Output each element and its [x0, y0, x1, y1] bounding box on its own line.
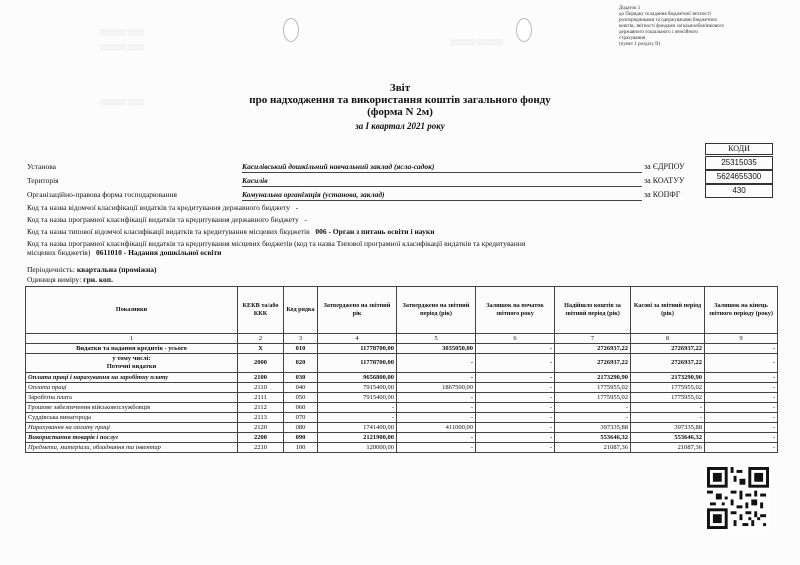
row-cell: - — [318, 413, 397, 423]
report-title — [0, 82, 800, 118]
unit-label: Одиниця виміру: — [27, 275, 82, 284]
title-line-3: (форма N 2м) — [367, 106, 433, 118]
table-row — [26, 373, 778, 383]
row-cell: 2726937,22 — [555, 354, 631, 373]
row-cell: 2726937,22 — [631, 354, 705, 373]
row-kekv: 2100 — [238, 373, 284, 383]
koatuu-code: 5624655300 — [705, 170, 773, 184]
row-cell: - — [705, 383, 778, 393]
show-through-text: ▒▒▒▒▒▒ ▒▒▒▒ — [100, 45, 145, 51]
row-cell: - — [476, 344, 555, 354]
row-code: 050 — [284, 393, 318, 403]
legal-form-value: Комунальна організація (установа, заклад) — [242, 190, 385, 199]
column-number: 4 — [318, 334, 397, 344]
note-line: розпорядниками та одержувачами бюджетних — [619, 18, 718, 23]
row-cell: 397335,88 — [631, 423, 705, 433]
column-header: Касові за звітний період (рік) — [631, 287, 705, 334]
row-name: Використання товарів і послуг — [26, 433, 238, 443]
row-code: 030 — [284, 373, 318, 383]
row-cell: 3035050,00 — [397, 344, 476, 354]
title-line-1: Звіт — [389, 82, 411, 94]
row-kekv: 2120 — [238, 423, 284, 433]
row-cell: 2726937,22 — [555, 344, 631, 354]
row-cell: 11778700,00 — [318, 344, 397, 354]
row-cell: 397335,88 — [555, 423, 631, 433]
row-name: Грошове забезпечення військовослужбовців — [26, 403, 238, 413]
row-kekv: 2000 — [238, 354, 284, 373]
row-cell: 2121900,00 — [318, 433, 397, 443]
row-cell: - — [397, 403, 476, 413]
row-cell: - — [705, 373, 778, 383]
row-name: Нарахування на оплату праці — [26, 423, 238, 433]
column-number: 6 — [476, 334, 555, 344]
row-cell: 21087,36 — [555, 443, 631, 453]
row-code: 020 — [284, 354, 318, 373]
underline — [242, 200, 642, 201]
column-header: Залишок на початок звітного року — [476, 287, 555, 334]
table-row — [26, 413, 778, 423]
column-header: Затверджено на звітний період (рік) — [397, 287, 476, 334]
row-cell: 411000,00 — [397, 423, 476, 433]
row-cell: 7915400,00 — [318, 393, 397, 403]
unit-line — [27, 275, 113, 284]
row-cell: 1775955,02 — [631, 393, 705, 403]
classification-line-2 — [27, 215, 307, 224]
row-name-line: Поточні видатки — [106, 363, 157, 370]
report-table — [25, 286, 778, 453]
line-value: - — [295, 203, 299, 212]
row-cell: - — [705, 413, 778, 423]
table-row — [26, 433, 778, 443]
show-through-text: ▒▒▒▒▒▒ ▒▒▒▒ — [100, 100, 145, 106]
row-kekv: 2112 — [238, 403, 284, 413]
note-line: до Порядку складання бюджетної звітності — [619, 12, 712, 17]
row-cell: 7915400,00 — [318, 383, 397, 393]
table-row — [26, 344, 778, 354]
row-cell: - — [476, 433, 555, 443]
row-cell: 553646,32 — [631, 433, 705, 443]
column-number: 7 — [555, 334, 631, 344]
row-cell: 2173290,90 — [631, 373, 705, 383]
row-cell: - — [397, 433, 476, 443]
line-label: Код та назва програмної класифікації видатків та кредитування місцевих бюджетів (код та назва Типової програмної класифікації видатків та кредитування — [27, 239, 526, 248]
row-cell: - — [705, 423, 778, 433]
row-kekv: 2200 — [238, 433, 284, 443]
kopfg-label: за КОПФГ — [644, 190, 681, 199]
row-cell: 1775955,02 — [555, 383, 631, 393]
row-cell: - — [397, 413, 476, 423]
row-cell: - — [631, 403, 705, 413]
column-number: 3 — [284, 334, 318, 344]
row-cell: - — [397, 354, 476, 373]
institution-label: Установа — [27, 162, 56, 171]
row-cell: - — [397, 373, 476, 383]
line-label: Код та назва відомчої класифікації видатків та кредитування державного бюджету — [27, 203, 290, 212]
row-cell: 9656800,00 — [318, 373, 397, 383]
row-name: Видатки та надання кредитів - усього — [26, 344, 238, 354]
column-header: Показники — [26, 287, 238, 334]
row-name: Оплата праці — [26, 383, 238, 393]
table-row — [26, 403, 778, 413]
column-number-row — [26, 334, 778, 344]
row-cell: 120000,00 — [318, 443, 397, 453]
row-code: 010 — [284, 344, 318, 354]
line-value: 0611010 - Надання дошкільної освіти — [95, 248, 222, 257]
row-cell: - — [705, 393, 778, 403]
row-cell: - — [555, 403, 631, 413]
row-name: Предмети, матеріали, обладнання та інвентар — [26, 443, 238, 453]
row-code: 040 — [284, 383, 318, 393]
table-row — [26, 443, 778, 453]
row-code: 070 — [284, 413, 318, 423]
row-code: 100 — [284, 443, 318, 453]
row-cell: - — [705, 354, 778, 373]
row-cell: - — [476, 443, 555, 453]
punch-hole-left — [283, 18, 299, 42]
note-line: страхування — [619, 36, 646, 41]
row-kekv: X — [238, 344, 284, 354]
line-label: Код та назва програмної класифікації видатків та кредитування державного бюджету — [27, 215, 299, 224]
title-line-2: про надходження та використання коштів загального фонду — [249, 94, 551, 106]
column-number: 9 — [705, 334, 778, 344]
row-kekv: 2111 — [238, 393, 284, 403]
row-cell: - — [397, 393, 476, 403]
row-cell: - — [631, 413, 705, 423]
classification-line-4b — [27, 248, 221, 257]
underline — [242, 186, 642, 187]
table-row — [26, 354, 778, 373]
column-number: 5 — [397, 334, 476, 344]
row-code: 090 — [284, 433, 318, 443]
codes-header: КОДИ — [705, 143, 773, 155]
line-label: місцевих бюджетів) — [27, 248, 91, 257]
row-cell: - — [476, 383, 555, 393]
row-cell: - — [318, 403, 397, 413]
note-line: коштів, звітності фондами загальнообов'язкового — [619, 24, 724, 29]
row-kekv: 2210 — [238, 443, 284, 453]
appendix-note — [619, 6, 789, 48]
column-header: Надійшло коштів за звітний період (рік) — [555, 287, 631, 334]
row-kekv: 2110 — [238, 383, 284, 393]
row-code: 060 — [284, 403, 318, 413]
row-cell: - — [705, 433, 778, 443]
show-through-text: ▒▒▒▒▒▒ ▒▒▒▒ — [100, 30, 145, 36]
territory-value: Касилів — [242, 176, 268, 185]
row-name — [26, 354, 238, 373]
column-header: Код рядка — [284, 287, 318, 334]
row-cell: 553646,32 — [555, 433, 631, 443]
column-number: 8 — [631, 334, 705, 344]
row-cell: - — [705, 403, 778, 413]
classification-line-1 — [27, 203, 298, 212]
kopfg-code: 430 — [705, 184, 773, 198]
table-row — [26, 423, 778, 433]
row-cell: 2173290,90 — [555, 373, 631, 383]
row-cell: 2726937,22 — [631, 344, 705, 354]
row-name: Заробітна плата — [26, 393, 238, 403]
row-cell: 11778700,00 — [318, 354, 397, 373]
institution-value: Касилівський дошкільний навчальний заклад (ясла-садок) — [242, 162, 435, 171]
row-cell: - — [476, 413, 555, 423]
row-name-line: у тому числі: — [112, 355, 151, 362]
show-through-text: ▒▒▒▒▒▒ ▒▒▒▒▒▒ — [450, 40, 503, 46]
periodicity-label: Періодичність: — [27, 265, 75, 274]
row-kekv: 2113 — [238, 413, 284, 423]
column-header: Залишок на кінець звітного періоду (року) — [705, 287, 778, 334]
koatuu-label: за КОАТУУ — [644, 176, 685, 185]
column-header: Затверджено на звітний рік — [318, 287, 397, 334]
edrpou-label: за ЄДРПОУ — [644, 162, 685, 171]
row-cell: - — [476, 393, 555, 403]
row-cell: - — [705, 443, 778, 453]
column-number: 2 — [238, 334, 284, 344]
row-name: Суддівська винагорода — [26, 413, 238, 423]
table-row — [26, 383, 778, 393]
legal-form-label: Організаційно-правова форма господарювання — [27, 190, 177, 199]
punch-hole-right — [516, 18, 532, 42]
table-header-row — [26, 287, 778, 334]
edrpou-code: 25315035 — [705, 156, 773, 170]
row-cell: 21087,36 — [631, 443, 705, 453]
unit-value: грн. коп. — [83, 275, 113, 284]
line-value: - — [304, 215, 307, 224]
row-cell: - — [705, 344, 778, 354]
territory-label: Територія — [27, 176, 59, 185]
row-cell: - — [476, 423, 555, 433]
line-label: Код та назва типової відомчої класифікації видатків та кредитування місцевих бюджетів — [27, 227, 310, 236]
note-line: (пункт 1 розділу II) — [619, 42, 661, 47]
row-cell: 1775955,02 — [555, 393, 631, 403]
column-header: КЕКВ та/або ККК — [238, 287, 284, 334]
row-cell: - — [397, 443, 476, 453]
note-line: Додаток 1 — [619, 6, 641, 11]
qr-code-icon — [707, 467, 769, 529]
row-cell: - — [476, 354, 555, 373]
row-cell: - — [476, 403, 555, 413]
row-cell: 1741400,00 — [318, 423, 397, 433]
classification-line-3 — [27, 227, 435, 236]
underline — [242, 172, 642, 173]
periodicity-value: квартальна (проміжна) — [76, 265, 157, 274]
classification-line-4 — [27, 239, 525, 248]
row-cell: - — [555, 413, 631, 423]
column-number: 1 — [26, 334, 238, 344]
table-row — [26, 393, 778, 403]
row-cell: - — [476, 373, 555, 383]
note-line: державного соціального і пенсійного — [619, 30, 698, 35]
report-period: за I квартал 2021 року — [355, 121, 445, 131]
line-value: 006 - Орган з питань освіти і науки — [315, 227, 435, 236]
row-name: Оплата праці і нарахування на заробітну плату — [26, 373, 238, 383]
periodicity-line — [27, 265, 157, 274]
row-code: 080 — [284, 423, 318, 433]
row-cell: 1867500,00 — [397, 383, 476, 393]
row-cell: 1775955,02 — [631, 383, 705, 393]
